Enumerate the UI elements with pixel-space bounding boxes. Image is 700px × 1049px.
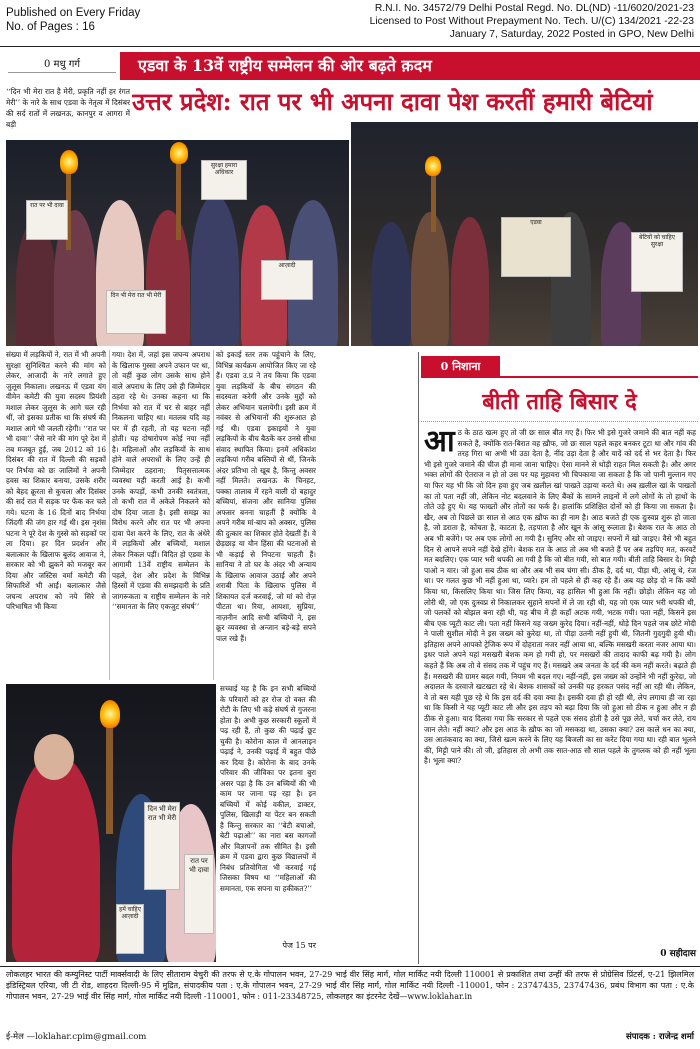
masthead-rule (0, 46, 700, 47)
sidebar-dropcap: आ (424, 428, 455, 459)
rally-sign: रात पर भी दावा (26, 200, 68, 240)
lead-column-4 (220, 684, 316, 938)
footer-rule (0, 966, 700, 967)
lead-column-1-text: संख्या में लड़कियों ने, रात में भी अपनी सुरक्षा सुनिश्चित करने की मांग को लेकर, आजादी के नारे लगाते हुए जुलूस निकाला। लखनऊ में एडवा यंग वीमेन कमेटी की युवा सदस्य प्रियंशी मशाल लेकर जुलूस के आगे चल रही थीं, जो इसका प्रतीक था कि संघर्ष की मशाल आगे भी जलती रहेगी। ‘‘रात पर भी दावा’’ जैसे नारे की मांग पूरे देश में तब मजबूत हुई, जब 2012 को 16 दिसंबर की रात में दिल्ली की सड़कों पर निर्भया को छः जालिमों ने अपनी हवस का शिकार बनाया, उसके शरीर को बेहद क्रूरता से कुचला और दिसंबर की सर्द रात में सड़क पर फेंक कर चले गये। घटना के 16 दिनों बाद निर्भया जिंदगी की जंग हार गई थी। इस नृशंस घटना ने पूरे देश के गुस्से को सड़कों पर ला दिया। हर दिन प्रदर्शन और बलात्कार के खिलाफ बुलंद आवाज ने, सरकार को भी झुकने को मजबूर कर दिया और जस्टिस वर्मा कमेटी की सिफारिशें भी आईं। बलात्कार जैसे जघन्य अपराध को नये सिरे से परिभाषित भी किया (6, 350, 106, 611)
page-count: No. of Pages : 16 (6, 21, 95, 33)
lead-intro-text: ‘‘दिन भी मेरा रात है मेरी, प्रकृति नहीं हर रंगत मेरी’’ के नारे के साथ एडवा के नेतृत्व में दिसंबर की सर्द रातों में लखनऊ, कानपुर व आगरा में बड़ी (6, 87, 130, 129)
continued-on-page: पेज 15 पर (282, 941, 316, 950)
footer-editor: संपादक : राजेन्द्र शर्मा (625, 1032, 694, 1042)
rally-sign: रात पर भी दावा (184, 854, 214, 934)
footer-email[interactable]: ई-मेल —loklahar.cpim@gmail.com (6, 1032, 147, 1042)
rally-sign: बेटियों को चाहिए सुरक्षा (631, 232, 683, 292)
rally-sign: सुरक्षा हमारा अधिकार (201, 160, 247, 200)
rally-banner: एडवा (501, 217, 571, 277)
lead-column-2 (112, 350, 210, 680)
rally-sign: दिन भी मेरा रात भी मेरी (106, 290, 166, 334)
sidebar-body-text: ठ के ठाठ खत्म हुए तो जी छः साल बीत गए हैं। फिर भी इसे गुजरे जमाने की बात नहीं कह सकते हैं, क्योंकि रात-बिरात वह ख़ौफ, जो छः साल पहले कहर बनकर टूटा था और गांव की तरह गिरा था अभी भी उठा देता है, नींद उड़ा देता है और यादें को दर्द से भर देता है। फिर भी इसे गुजरे जमाने की चीज ही माना जाना चाहिए। ऐसा मानने से थोड़ी राहत मिल सकती है। और अगर भक्त लोगों की ऐतराज न हो तो उस पर यह मुहावरा भी चिपकाया जा सकता है कि जो पानी मुल्तान गए या फिर यह भी कि जो दिन हवा हुए जब ख़लील खां पाखते उड़ाया करते थे। अब ख़लील खां के पाखतों का तो पता नहीं जी, लेकिन नोट बदलवाने के लिए बैंकों के सामने लाइनों में लगे लोगों के तो हाथों के तोते उड़े हुए थे। यह फाख्तों और तोतों का फर्क है। हालांकि प्रशिक्षित दोनों को ही किया जा सकता है। खैर, अब तो पिछले छः साल से आठ एक ख़ौफ का ही नाम है। आठ बजते ही एक दुःस्वप्न शुरू हो जाता है, जो डराता है, कोंचता है, काटता है, तड़पाता है और खून के आंसू रूलाता है। बेशक रात के आठ तो अब भी बजेंगे। पर अब एक लोगों आ गयी है। सुनिए और सो जाइए। सपनों में खो जाइए। वैसे भी बहुत दिन से आपने सपने नहीं देखे होंगे। बेशक रात के आठ तो अब भी बजते हैं पर अब तड़पिए मत, करवटें मत बदलिए। एक प्यार भरी थपकी आ गयी है कि जो बीत गयी, सो बात गयी। बीती ताहि बिसार दे। मिट्टी पाओ न यार। जो हुआ सब ठीक था और अब भी सब चंगा सी। ठीक है, दर्द था, पीड़ा थी, आंसू थे, रंज था। पर गलत कुछ भी नहीं हुआ था, प्यारे। हम तो पहले से ही कह रहे हैं। अब यह छोड़ दो न कि क्यों किया था, किसलिए किया था। जिस लिए किया, वह हासिल भी हुआ कि नहीं। छोड़ो। लेकिन यह जो लोरी थी, जो एक दुःस्वप्न से निकालकर सुहाने सपनों में ले जा रही थी, यह जो एक प्यार भरी थपकी थी, जो पलकों को बोझल बना रही थी, यह बीच में ही कहाँ अटक गयी, भटक गयी। पता नहीं, किसने इस बीच एक प्यूटी काट ली। पता नहीं किसने यह जख्म कुरेद दिया। नहीं-नहीं, थोड़े दिन पहले जब छोटे मोदी ने पाली सुशील मोदी ने इस जख्म को कुरेदा था, तो पीड़ा उतनी नहीं हुयी थी, जितनी गुदगुदी हुयी थी। इतिहास अपने आपको ट्रेजिक रूप में दोहराता नजर नहीं आया था, बल्कि मसखरी करता नजर आया था। इधर पाले अपने यहां मसखरी बेशक कम हो गयी हो, पर मसखरों की तादाद काफी बढ़ गयी है। लोग कहते हैं कि अब तो वे संसद तक में पहुंच गए हैं। मसखरे अब जनता के दर्द की कम नहीं करते। बढ़ाते ही हैं। मसखरी की ग्रामर बदल गयी, नियम भी बदल गए। नहीं-नहीं, इस जख्म को उन्होंने भी नहीं कुरेदा, जो अदालत के दरवाजे खटखटा रहे थे। बेशक शासकों को उनकी यह हरकत पसंद नहीं आ रही थी। लेकिन, वे तो बस यही पूछ रहे थे कि इस दर्द की दवा क्या है। इसकी दवा ही हो रही थी, लेप लगाया ही जा रहा था कि किसी ने यह प्यूटी काट ली और इस तड़प को बढ़ा दिया कि जो हुआ सो ठीक न हुआ और न ही ठीक से हुआ। याद दिलवा गया कि सरकार से पहले एक संसद होती है उसे पूछ लेते, चर्चा कर लेते, राय जान लेते। नहीं क्या? और इस आठ के ख़ौफ का जो मसकदा था, उसका क्या? उस काले धन का क्या, उस आतंकवाद का क्या, जिसे खत्म करने के लिए यह बिजली का सा करेंट दिया गया था। रही बात भूलने की, मिट्टी पाने की। तो जी, इतिहास तो अभी तक सात-आठ सौ साल पहले के तुगलक को ही नहीं भूला है। भूला क्या? (424, 428, 696, 766)
column-divider (213, 350, 214, 680)
footer-contact (6, 1031, 694, 1043)
sidebar-tag: 0 निशाना (421, 356, 500, 378)
column-divider (109, 350, 110, 680)
rally-sign: हमें चाहिए आज़ादी (116, 904, 144, 954)
footer-imprint (6, 969, 694, 1002)
postal-license: Licensed to Post Without Prepayment No. Tech. U/(C) 134/2021 -22-23 (369, 16, 694, 27)
lead-intro (6, 86, 130, 138)
lead-column-3-text: को इकाई स्तर तक पहुंचाने के लिए, विभिन्न कार्यक्रम आयोजित किए जा रहे हैं। एडवा उ.प्र ने तय किया कि एडवा युवा लड़कियों के बीच संगठन की सदस्यता करेगी और उनके मुद्दों को लेकर अभियान चलायेगी। इसी क्रम में नवंबर से अभियानों की शुरूआत हो गई थी। एडवा इकाइयों ने युवा लड़कियों के बीच बैठकें कर उनसे सीधा संवाद स्थापित किया। इनमें अधिकांश लड़कियां गरीब बस्तियों से थीं, जिनके अंदर प्रतिभा तो खूब है, किन्तु अवसर नहीं मिलते। लखनऊ के चिनहट, पक्का तालाब में रहने वाली दो बहादुर बच्चियां, संजना और सानिया पुलिस अफसर बनना चाहतीं हैं क्योंकि वे अपने गरीब मां-बाप को अक्सर, पुलिस की दुत्कार का शिकार होते देखतीं हैं। वे छेड़छाड़ या यौन हिंसा की घटनाओं से भी कड़ाई से निपटना चाहती हैं। सानिया ने तो घर के अंदर भी अन्याय के खिलाफ आवाज उठाई और अपने शराबी पिता के खिलाफ पुलिस में शिकायत दर्ज करवाई, जो मां को रोज़ पीटता था। रिया, आयशा, सुप्रिया, नाज़नीन आदि सभी बच्चियों ने, इस क्रूर व्यवस्था से अन्जान बड़े-बड़े सपने पाल रखे हैं। (216, 350, 316, 643)
footer-imprint-text: लोकलहर भारत की कम्युनिस्ट पार्टी मार्क्सवादी के लिए सीताराम येचुरी की तरफ से ए.के गोपालन भवन, 27-29 भाई वीर सिंह मार्ग, गोल मार्किट नयी दिल्ली 110001 से प्रकाशित तथा उन्हीं की तरफ से प्रोग्रेसिव प्रिंटर्स, ए-21 झिलमिल इंडिस्ट्रियल एरिया, जी टी रोड, शाहदरा दिल्ली-95 में मुद्रित, संपादकीय पता : ए.के गोपालन भवन, 27-29 भाई वीर सिंह मार्ग, गोल मार्किट नयी दिल्ली -110001, फोन : 23747435, 23747436, प्रबंध विभाग का पता : ए.के गोपालन भवन, 27-29 भाई वीर सिंह मार्ग, गोल मार्किट नयी दिल्ली -110001, फोन : 011-23348725, लोकलहर का इंटरनेट देखें—www.loklahar.in (6, 970, 694, 1001)
sidebar-body (424, 428, 696, 944)
sidebar-title: बीती ताहि बिसार दे (421, 382, 698, 422)
lead-column-3 (216, 350, 316, 680)
issue-date: January 7, Saturday, 2022 Posted in GPO, New Delhi (449, 29, 694, 40)
masthead-left (6, 6, 140, 34)
section-divider (418, 352, 419, 964)
rally-photo-left (6, 140, 349, 346)
lead-byline: 0 मधु गर्ग (8, 56, 116, 73)
publication-frequency: Published on Every Friday (6, 7, 141, 19)
rally-sign: दिन भी मेरा रात भी मेरी (144, 802, 180, 890)
lead-column-2-text: गया। देश में, जहां इस जघन्य अपराध के खिलाफ गुस्सा अपने उफान पर था, तो वहीं कुछ लोग उसके साथ होने वाले अपराध के लिए उसे ही जिम्मेदार ठहरा रहे थे। उनका कहना था कि निर्भया को रात में घर से बाहर नहीं निकलना चाहिए था। मतलब यदि वह घर में ही रहती, तो यह घटना नहीं होती। यह दोषारोपण कोई नया नहीं है। महिलाओं और लड़कियों के साथ होने वाले अपराधों के लिए उन्हें ही जिम्मेदार ठहराना; पितृसत्तात्मक व्यवस्था यही करती आई है। कभी उनके कपड़ों, कभी उनकी स्वतंत्रता, तो कभी रात में अकेले निकलने को दोष दिया जाता है। इसी समझ का विरोध करने और रात पर भी अपना दावा पेश करने के लिए, रात के अंधेरे में लड़कियों और बच्चियों, मशाल लेकर निकल पड़ीं। विदित हो एडवा के आगामी 13वें राष्ट्रीय सम्मेलन के पहले, देश और प्रदेश के विभिन्न हिस्सों में एडवा की समझदारी के प्रति जागरूकता व राष्ट्रीय सम्मेलन के नारे ‘‘समानता के लिए एकजुट संघर्ष’’ (112, 350, 210, 611)
lead-column-4-text: सच्चाई यह है कि इन सभी बच्चियों के परिवारों को हर रोज दो वक्त की रोटी के लिए भी कड़े संघर्ष से गुजरना होता है। अभी कुछ सरकारी स्कूलों में पढ़ रही हैं, तो कुछ की पढ़ाई छूट चुकी है। कोरोना काल में आनलाइन पढ़ाई ने, उनकी पढ़ाई में बहुत पीछे कर दिया है। कोरोना के बाद उनके परिवार की जीविका पर इतना बुरा असर पड़ा है कि उन बच्चियों की भी काम पर जाना पड़ रहा है। इन बच्चियों में कोई वकील, डाक्टर, पुलिस, खिलाड़ी या पेंटर बन सकती है किन्तु सरकार का ‘‘बेटी बचाओ, बेटी पढ़ाओ’’ का नारा बस कागजों और विज्ञापनों तक सीमित है। इसी क्रम में एडवा द्वारा कुछ विद्यालयों में निबंध प्रतियोगिता भी करवाई गई जिसका विषय था ‘‘महिलाओं की समानता, एक सपना या हकीकत?’’ (220, 684, 316, 893)
masthead-right (370, 2, 694, 41)
sidebar-tag-rule (500, 356, 698, 378)
rally-photo-right (351, 122, 698, 346)
rally-sign: आज़ादी (261, 260, 313, 300)
lead-column-1 (6, 350, 106, 680)
registration-numbers: R.N.I. No. 34572/79 Delhi Postal Regd. No. DL(ND) -11/6020/2021-23 (374, 3, 694, 14)
sidebar-author: 0 सहीदास (660, 949, 696, 959)
lead-headline: उत्तर प्रदेश: रात पर भी अपना दावा पेश करतीं हमारी बेटियां (132, 87, 653, 116)
lead-kicker: एडवा के 13वें राष्ट्रीय सम्मेलन की ओर बढ़ते क़दम (120, 52, 700, 80)
torch-march-photo (6, 684, 216, 962)
